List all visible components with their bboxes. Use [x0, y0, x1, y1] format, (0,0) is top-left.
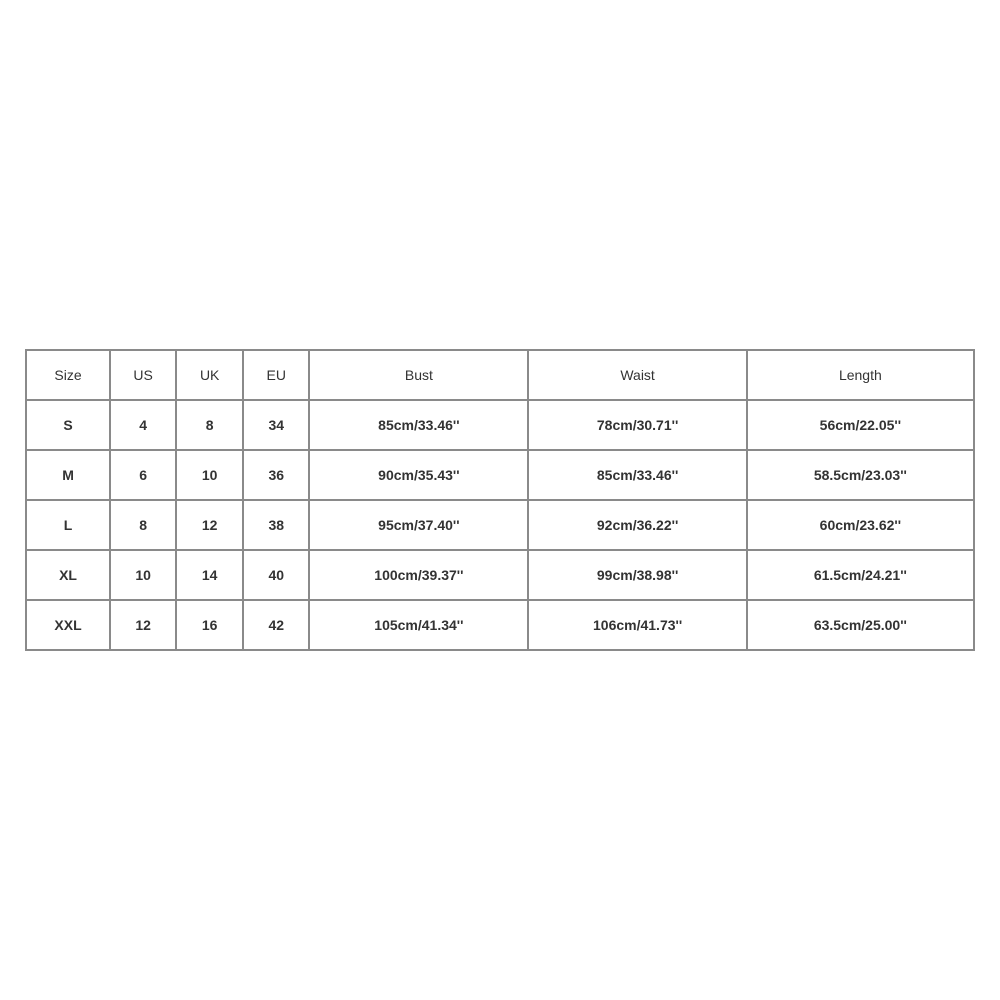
header-eu: EU	[243, 350, 309, 400]
cell-us: 10	[110, 550, 176, 600]
cell-length: 56cm/22.05''	[747, 400, 974, 450]
cell-uk: 10	[176, 450, 243, 500]
table-row	[26, 400, 974, 450]
table-row	[26, 550, 974, 600]
cell-eu: 34	[243, 400, 309, 450]
cell-bust: 105cm/41.34''	[309, 600, 528, 650]
size-chart-header	[26, 350, 974, 400]
header-waist: Waist	[528, 350, 746, 400]
cell-waist: 78cm/30.71''	[528, 400, 746, 450]
cell-uk: 8	[176, 400, 243, 450]
cell-waist: 99cm/38.98''	[528, 550, 746, 600]
cell-us: 4	[110, 400, 176, 450]
cell-eu: 42	[243, 600, 309, 650]
header-uk: UK	[176, 350, 243, 400]
cell-uk: 12	[176, 500, 243, 550]
cell-eu: 36	[243, 450, 309, 500]
cell-uk: 16	[176, 600, 243, 650]
table-row	[26, 600, 974, 650]
header-bust: Bust	[309, 350, 528, 400]
cell-waist: 85cm/33.46''	[528, 450, 746, 500]
cell-eu: 38	[243, 500, 309, 550]
cell-bust: 90cm/35.43''	[309, 450, 528, 500]
cell-waist: 92cm/36.22''	[528, 500, 746, 550]
cell-uk: 14	[176, 550, 243, 600]
cell-bust: 95cm/37.40''	[309, 500, 528, 550]
cell-size: M	[26, 450, 110, 500]
cell-us: 12	[110, 600, 176, 650]
cell-us: 8	[110, 500, 176, 550]
header-us: US	[110, 350, 176, 400]
cell-length: 63.5cm/25.00''	[747, 600, 974, 650]
size-chart-body	[26, 400, 974, 650]
cell-size: XL	[26, 550, 110, 600]
table-row	[26, 450, 974, 500]
cell-bust: 85cm/33.46''	[309, 400, 528, 450]
cell-us: 6	[110, 450, 176, 500]
cell-length: 58.5cm/23.03''	[747, 450, 974, 500]
cell-length: 60cm/23.62''	[747, 500, 974, 550]
cell-eu: 40	[243, 550, 309, 600]
cell-size: S	[26, 400, 110, 450]
cell-bust: 100cm/39.37''	[309, 550, 528, 600]
cell-size: L	[26, 500, 110, 550]
header-row	[26, 350, 974, 400]
table-row	[26, 500, 974, 550]
cell-size: XXL	[26, 600, 110, 650]
header-length: Length	[747, 350, 974, 400]
cell-waist: 106cm/41.73''	[528, 600, 746, 650]
size-chart-table	[25, 349, 975, 651]
header-size: Size	[26, 350, 110, 400]
cell-length: 61.5cm/24.21''	[747, 550, 974, 600]
